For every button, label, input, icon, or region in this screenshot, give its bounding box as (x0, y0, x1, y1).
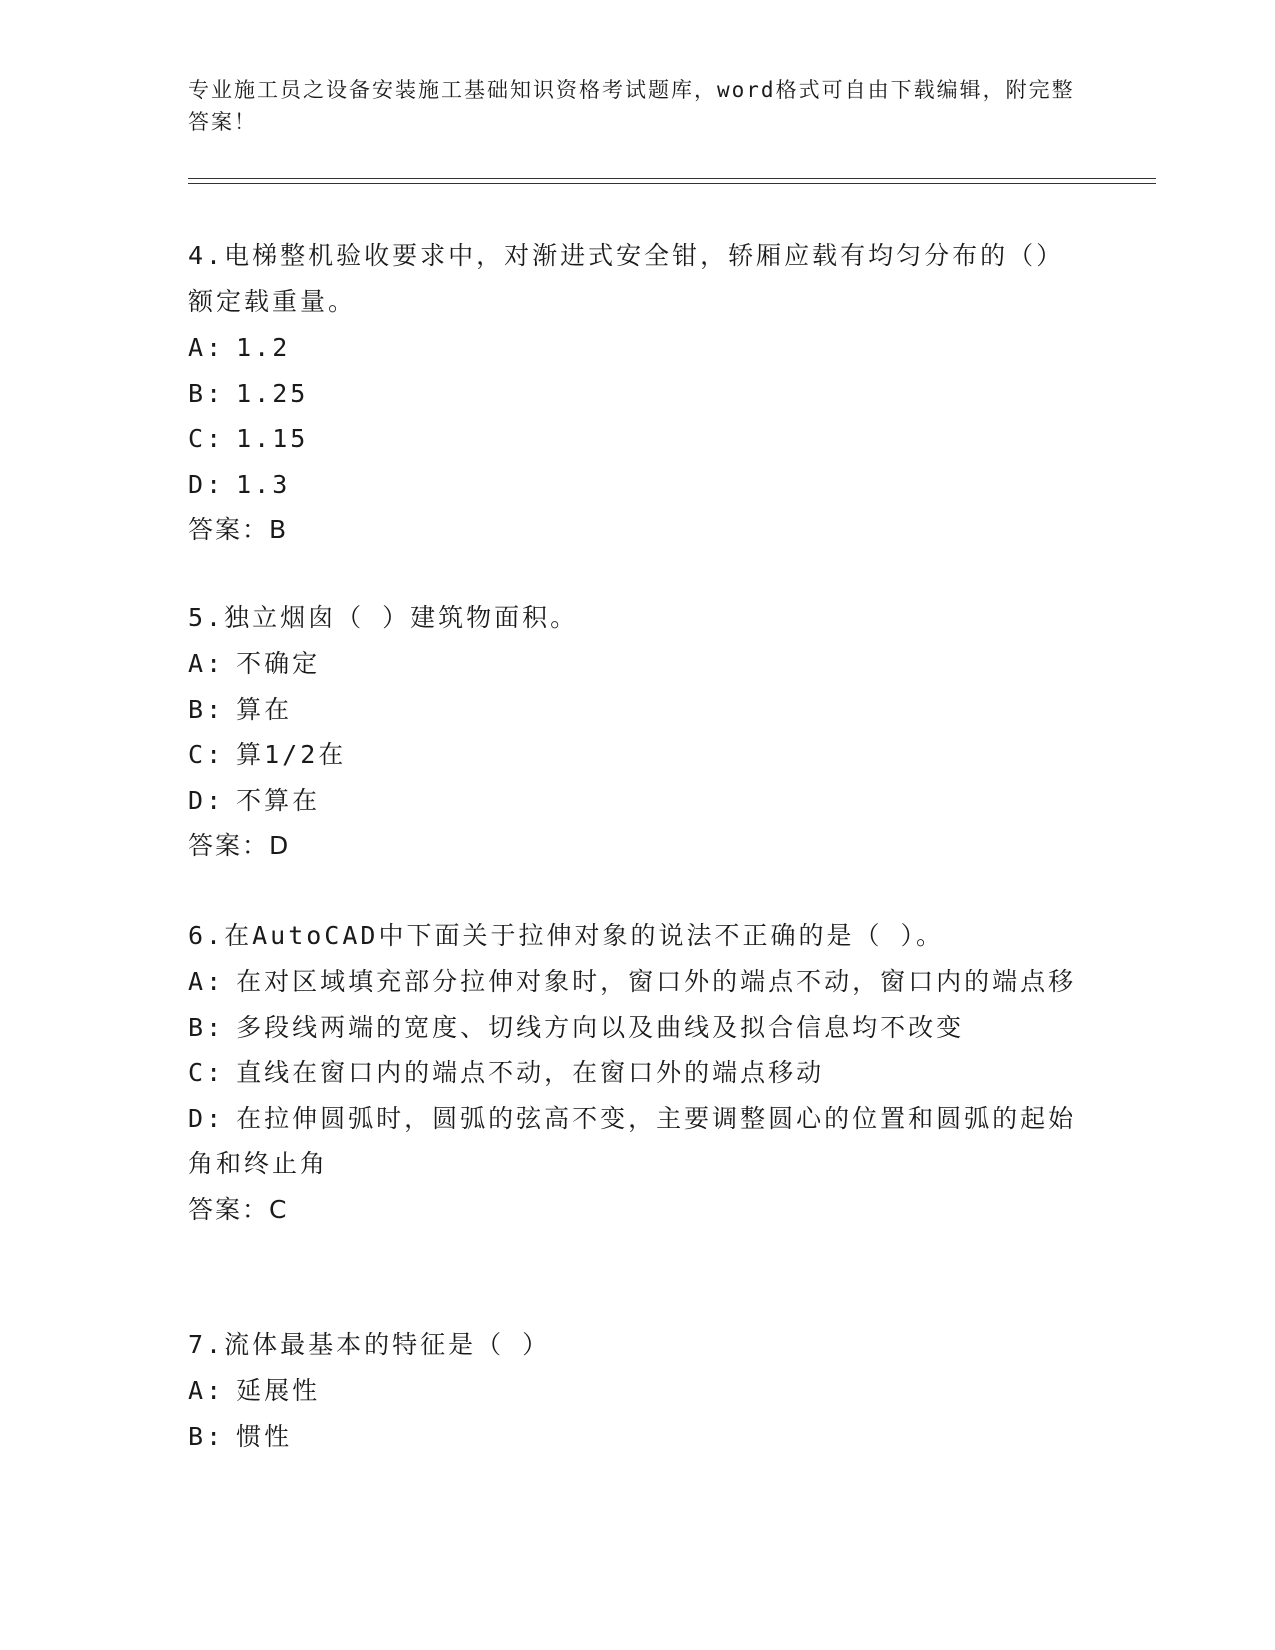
option-letter: A (188, 649, 207, 678)
option-d (188, 1096, 1088, 1187)
option-letter: A (188, 333, 207, 362)
option-separator: : (206, 333, 225, 362)
option-letter: A (188, 1376, 207, 1405)
option-text: 1.3 (236, 469, 291, 499)
option-separator: : (206, 1012, 225, 1042)
question-7 (188, 1322, 1088, 1459)
option-text: 直线在窗口内的端点不动，在窗口外的端点移动 (236, 1058, 825, 1087)
option-text: 算在 (236, 694, 293, 724)
option-c (188, 732, 1088, 778)
answer-line: 答案：B (188, 515, 289, 544)
option-b (188, 1005, 1088, 1051)
option-a (188, 1368, 1088, 1414)
option-d (188, 778, 1088, 824)
option-a (188, 325, 1088, 371)
question-6 (188, 913, 1088, 1232)
option-b (188, 687, 1088, 733)
question-text: 5.独立烟囱（ ）建筑物面积。 (188, 603, 579, 632)
option-letter: C (188, 1058, 207, 1087)
option-separator: : (206, 378, 225, 408)
option-letter: C (188, 424, 207, 453)
option-c (188, 416, 1088, 462)
option-separator: : (206, 967, 225, 996)
option-letter: A (188, 967, 207, 996)
option-text: 惯性 (236, 1421, 293, 1451)
option-b (188, 371, 1088, 417)
answer-line: 答案：C (188, 1194, 289, 1224)
question-text: 6.在AutoCAD中下面关于拉伸对象的说法不正确的是（ ）。 (188, 921, 945, 950)
option-separator: : (206, 694, 225, 724)
option-separator: : (206, 424, 225, 453)
option-text: 在拉伸圆弧时，圆弧的弦高不变，主要调整圆心的位置和圆弧的起始角和终止角 (188, 1103, 1077, 1178)
option-letter: D (188, 469, 207, 499)
question-4 (188, 233, 1088, 553)
option-a (188, 641, 1088, 687)
option-a (188, 959, 1088, 1005)
option-text: 1.2 (236, 333, 291, 362)
option-separator: : (206, 1103, 225, 1133)
option-letter: B (188, 694, 207, 724)
option-text: 算1/2在 (236, 740, 347, 769)
option-text: 1.15 (236, 424, 309, 453)
option-text: 不算在 (236, 785, 321, 815)
option-b (188, 1414, 1088, 1460)
option-text: 不确定 (236, 649, 321, 678)
option-separator: : (206, 740, 225, 769)
question-text: 7.流体最基本的特征是（ ） (188, 1330, 551, 1359)
option-text: 多段线两端的宽度、切线方向以及曲线及拟合信息均不改变 (236, 1012, 965, 1042)
option-c (188, 1050, 1088, 1096)
option-separator: : (206, 785, 225, 815)
option-separator: : (206, 1421, 225, 1451)
option-text: 在对区域填充部分拉伸对象时，窗口外的端点不动，窗口内的端点移 (236, 967, 1077, 996)
option-letter: C (188, 740, 207, 769)
header-divider-top (188, 178, 1156, 179)
option-letter: B (188, 378, 207, 408)
header-divider-bottom (188, 183, 1156, 184)
option-separator: : (206, 469, 225, 499)
option-letter: B (188, 1012, 207, 1042)
option-d (188, 462, 1088, 508)
option-separator: : (206, 1058, 225, 1087)
answer-line: 答案：D (188, 831, 291, 860)
option-separator: : (206, 649, 225, 678)
option-text: 延展性 (236, 1376, 321, 1405)
option-letter: B (188, 1421, 207, 1451)
question-text: 4.电梯整机验收要求中，对渐进式安全钳，轿厢应载有均匀分布的（）额定载重量。 (188, 241, 1065, 316)
question-5 (188, 595, 1088, 869)
option-text: 1.25 (236, 378, 309, 408)
option-letter: D (188, 1103, 207, 1133)
option-letter: D (188, 785, 207, 815)
option-separator: : (206, 1376, 225, 1405)
document-header: 专业施工员之设备安装施工基础知识资格考试题库，word格式可自由下载编辑，附完整答案！ (188, 78, 1075, 134)
